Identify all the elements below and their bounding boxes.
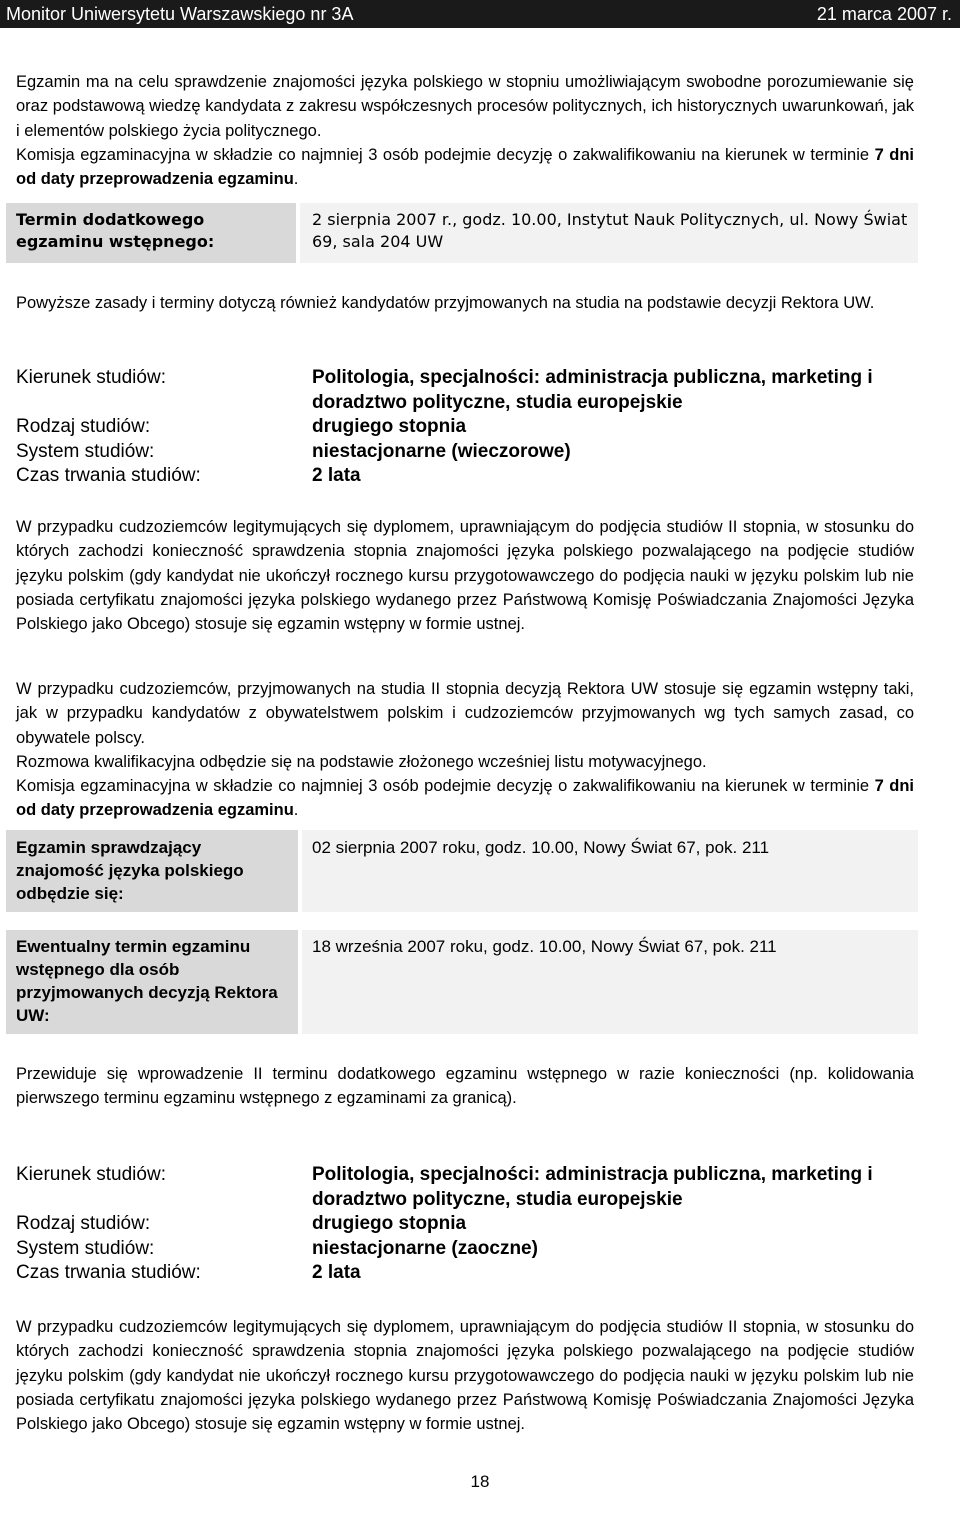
rector-exam-label: Ewentualny termin egzaminu wstępnego dla osób przyjmowanych decyzją Rektora UW:: [16, 937, 278, 1025]
system-label-2: System studiów:: [16, 1237, 155, 1259]
kierunek-value: Politologia, specjalności: administracja publiczna, marketing i doradztwo polityczne, studia europejskie: [312, 367, 873, 413]
system-value-2: niestacjonarne (zaoczne): [312, 1237, 538, 1259]
committee-note-end: .: [293, 801, 299, 820]
czas-value: 2 lata: [312, 465, 361, 486]
kierunek-label-2: Kierunek studiów:: [16, 1164, 166, 1185]
page-header: [0, 0, 960, 28]
system-value: niestacjonarne (wieczorowe): [312, 440, 571, 462]
rodzaj-value: drugiego stopnia: [312, 416, 467, 437]
motivation-letter-note: Rozmowa kwalifikacyjna odbędzie się na podstawie złożonego wcześniej listu motywacyjnego.: [16, 753, 707, 771]
czas-label: Czas trwania studiów:: [16, 465, 201, 486]
second-term-note: Przewiduje się wprowadzenie II terminu dodatkowego egzaminu wstępnego w razie konieczności (np. kolidowania pierwszego terminu egzaminu wstępnego z egzaminami za granicą).: [16, 1065, 914, 1108]
extra-exam-value: 2 sierpnia 2007 r., godz. 10.00, Instytut Nauk Politycznych, ul. Nowy Świat 69, sala 204 UW: [312, 210, 908, 251]
rodzaj-value-2: drugiego stopnia: [312, 1213, 467, 1234]
committee-note-text: Komisja egzaminacyjna w składzie co najmniej 3 osób podejmie decyzję o zakwalifikowaniu na kierunek w terminie: [16, 777, 875, 795]
study-block-extramural: [16, 1163, 956, 1293]
intro-p2-end: .: [293, 170, 299, 189]
page-number: 18: [470, 1472, 490, 1491]
czas-label-2: Czas trwania studiów:: [16, 1262, 201, 1283]
study-block-evening: [16, 366, 956, 496]
extra-exam-label: Termin dodatkowego egzaminu wstępnego:: [16, 210, 215, 251]
lang-exam-value: 02 sierpnia 2007 roku, godz. 10.00, Nowy Świat 67, pok. 211: [312, 838, 770, 857]
committee-note-bold: 7 dni od daty przeprowadzenia egzaminu: [16, 777, 914, 820]
rules-note: Powyższe zasady i terminy dotyczą również kandydatów przyjmowanych na studia na podstawie decyzji Rektora UW.: [16, 294, 875, 312]
committee-note: [16, 774, 914, 823]
kierunek-label: Kierunek studiów:: [16, 367, 166, 388]
publication-title: Monitor Uniwersytetu Warszawskiego nr 3A: [6, 4, 354, 24]
intro-paragraph-1: Egzamin ma na celu sprawdzenie znajomości języka polskiego w stopniu umożliwiającym swobodne porozumiewanie się oraz podstawową wiedzę kandydata z zakresu współczesnych procesów politycznych, ich historycznych uwarunkowań, jak i elementów polskiego życia politycznego.: [16, 73, 914, 140]
foreigners-paragraph-1: W przypadku cudzoziemców legitymujących się dyplomem, uprawniającym do podjęcia studiów II stopnia, w stosunku do których zachodzi konieczność sprawdzenia stopnia znajomości języka polskiego pozwalającego na podjęcie studiów języku polskim (gdy kandydat nie ukończył rocznego kursu przygotowawczego do podjęcia nauki w języku polskim lub nie posiada certyfikatu znajomości języka polskiego wydanego przez Państwową Komisję Poświadczania Znajomości Języka Polskiego jako Obcego) stosuje się egzamin wstępny w formie ustnej.: [16, 518, 914, 634]
rodzaj-label-2: Rodzaj studiów:: [16, 1213, 151, 1234]
lang-exam-label: Egzamin sprawdzający znajomość języka polskiego odbędzie się:: [16, 838, 244, 903]
czas-value-2: 2 lata: [312, 1262, 361, 1283]
intro-p2-bold: 7 dni od daty przeprowadzenia egzaminu: [16, 146, 914, 189]
intro-p2-text: Komisja egzaminacyjna w składzie co najmniej 3 osób podejmie decyzję o zakwalifikowaniu na kierunek w terminie: [16, 146, 875, 164]
rector-exam-value: 18 września 2007 roku, godz. 10.00, Nowy Świat 67, pok. 211: [312, 937, 777, 956]
publication-date: 21 marca 2007 r.: [816, 4, 952, 24]
intro-paragraph-2: [16, 143, 914, 192]
foreigners-paragraph-2: W przypadku cudzoziemców, przyjmowanych na studia II stopnia decyzją Rektora UW stosuje się egzamin wstępny taki, jak w przypadku kandydatów z obywatelstwem polskim i cudzoziemców przyjmowanych wg tych samych zasad, co obywatele polscy.: [16, 680, 914, 747]
rodzaj-label: Rodzaj studiów:: [16, 416, 151, 437]
foreigners-paragraph-3: W przypadku cudzoziemców legitymujących się dyplomem, uprawniającym do podjęcia studiów II stopnia, w stosunku do których zachodzi konieczność sprawdzenia stopnia znajomości języka polskiego pozwalającego na podjęcie studiów języku polskim (gdy kandydat nie ukończył rocznego kursu przygotowawczego do podjęcia nauki w języku polskim lub nie posiada certyfikatu znajomości języka polskiego wydanego przez Państwową Komisję Poświadczania Znajomości Języka Polskiego jako Obcego) stosuje się egzamin wstępny w formie ustnej.: [16, 1318, 914, 1434]
kierunek-value-2: Politologia, specjalności: administracja publiczna, marketing i doradztwo polityczne, studia europejskie: [312, 1164, 873, 1210]
system-label: System studiów:: [16, 440, 155, 462]
